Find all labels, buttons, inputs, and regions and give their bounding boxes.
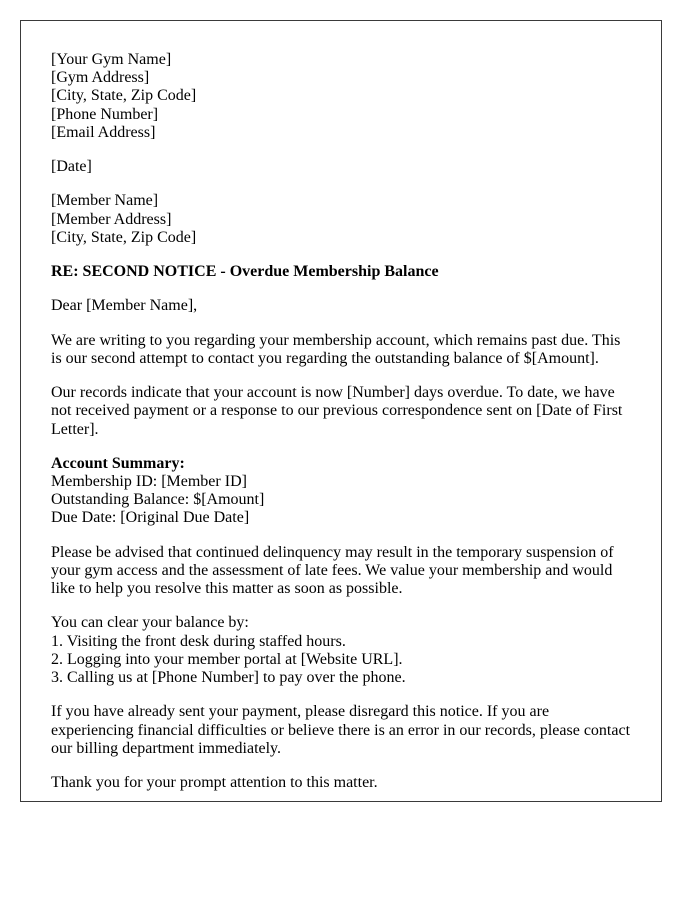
recipient-member-address: [Member Address] — [51, 210, 172, 228]
paragraph-disregard-notice: If you have already sent your payment, please disregard this notice. If you are experiencing financial difficulties or believe there is an error in our records, please contact our billing department immediately. — [51, 703, 631, 757]
payment-option-front-desk: 1. Visiting the front desk during staffed hours. — [51, 632, 346, 650]
sender-address-block — [51, 51, 631, 142]
paragraph-delinquency-warning: Please be advised that continued delinquency may result in the temporary suspension of your gym access and the assessment of late fees. We value your membership and would like to help you resolve this matter as soon as possible. — [51, 543, 614, 598]
account-summary-block — [51, 455, 631, 528]
account-summary-outstanding-balance: Outstanding Balance: $[Amount] — [51, 491, 265, 509]
payment-options-block — [51, 614, 631, 687]
recipient-member-name: [Member Name] — [51, 192, 159, 210]
sender-email-address: [Email Address] — [51, 123, 156, 141]
sender-phone-number: [Phone Number] — [51, 105, 159, 123]
sender-gym-name: [Your Gym Name] — [51, 51, 172, 68]
payment-options-intro: You can clear your balance by: — [51, 614, 249, 632]
recipient-city-state-zip: [City, State, Zip Code] — [51, 228, 197, 246]
salutation: Dear [Member Name], — [51, 297, 198, 315]
sender-gym-address: [Gym Address] — [51, 69, 150, 87]
account-summary-due-date: Due Date: [Original Due Date] — [51, 509, 250, 527]
sender-city-state-zip: [City, State, Zip Code] — [51, 87, 197, 105]
paragraph-overdue-days: Our records indicate that your account is now [Number] days overdue. To date, we have not received payment or a response to our previous correspondence sent on [Date of First Letter]. — [51, 384, 623, 438]
letter-document — [20, 20, 662, 802]
payment-option-member-portal: 2. Logging into your member portal at [Website URL]. — [51, 650, 403, 668]
recipient-address-block — [51, 192, 631, 247]
paragraph-closing-thanks: Thank you for your prompt attention to this matter. — [51, 774, 378, 792]
account-summary-heading: Account Summary: — [51, 454, 185, 472]
subject-line: RE: SECOND NOTICE - Overdue Membership Balance — [51, 263, 439, 281]
payment-option-phone: 3. Calling us at [Phone Number] to pay over the phone. — [51, 669, 406, 687]
account-summary-membership-id: Membership ID: [Member ID] — [51, 472, 247, 490]
date-line: [Date] — [51, 158, 92, 176]
paragraph-past-due: We are writing to you regarding your membership account, which remains past due. This is our second attempt to contact you regarding the outstanding balance of $[Amount]. — [51, 331, 621, 367]
